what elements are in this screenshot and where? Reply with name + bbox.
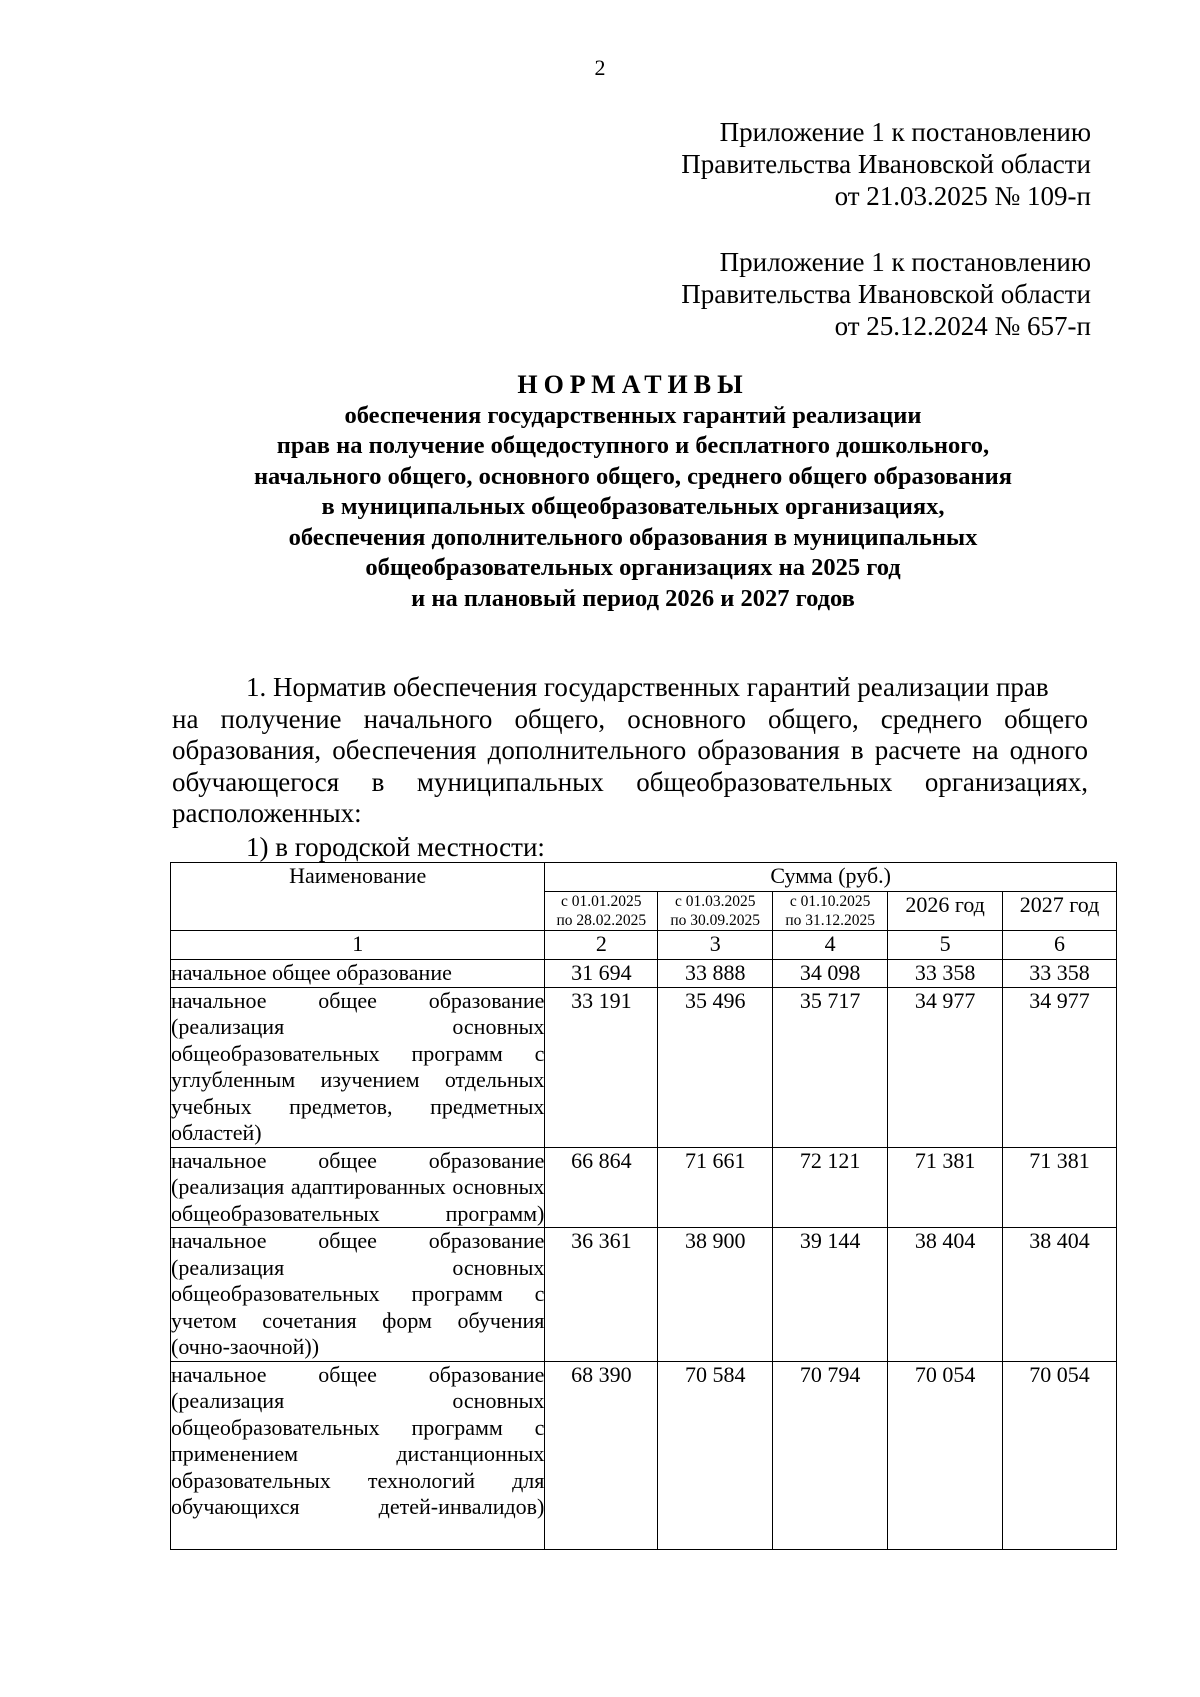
row-value: 71 381 [1003,1147,1117,1228]
row-value: 34 098 [773,960,888,988]
header-period: с 01.10.2025 по 31.12.2025 [773,892,888,931]
header-period: с 01.03.2025 по 30.09.2025 [658,892,773,931]
title-line: обеспечения государственных гарантий реализации [344,401,922,429]
title-line: прав на получение общедоступного и бесплатного дошкольного, [276,432,990,459]
title-line: и на плановый период 2026 и 2027 годов [411,584,855,612]
row-name: начальное общее образование (реализация основных общеобразовательных программ с учетом сочетания форм обучения (очно-заочной)) [171,1228,545,1359]
table-row [171,960,1117,988]
appendix-reference-previous [681,246,1091,342]
row-value: 38 404 [888,1228,1003,1362]
row-value: 70 054 [888,1361,1003,1549]
title-heading: НОРМАТИВЫ [517,370,749,399]
paragraph-body: на получение начального общего, основного общего, среднего общего образования, обеспечения дополнительного образования в расчете на одного обучающегося в муниципальных общеобразовательных организациях, расположенных: [172,703,1088,828]
appendix-line: Приложение 1 к постановлению [719,247,1091,277]
row-value: 34 977 [1003,987,1117,1147]
row-value: 70 584 [658,1361,773,1549]
page-number: 2 [594,55,606,80]
title-line: общеобразовательных организациях на 2025 год [365,554,901,581]
row-value: 70 054 [1003,1361,1117,1549]
column-number: 5 [888,931,1003,960]
header-year: 2027 год [1003,892,1117,931]
table-row [171,1147,1117,1228]
row-value: 70 794 [773,1361,888,1549]
appendix-line: Правительства Ивановской области [681,279,1091,309]
row-value: 38 900 [658,1228,773,1362]
row-name: начальное общее образование [171,960,545,988]
row-value: 38 404 [1003,1228,1117,1362]
row-value: 71 381 [888,1147,1003,1228]
appendix-line: Правительства Ивановской области [681,149,1091,179]
title-line: начального общего, основного общего, среднего общего образования [253,462,1013,490]
appendix-line: от 21.03.2025 № 109-п [834,181,1091,211]
column-number-row [171,931,1117,960]
row-value: 33 358 [888,960,1003,988]
column-number: 4 [773,931,888,960]
title-line: обеспечения дополнительного образования в муниципальных [288,523,978,551]
row-name: начальное общее образование (реализация основных общеобразовательных программ с применением дистанционных образовательных технологий для обучающихся детей-инвалидов) [171,1361,545,1549]
header-sum: Сумма (руб.) [545,863,1117,892]
row-name: начальное общее образование (реализация адаптированных основных общеобразовательных программ) [171,1147,545,1226]
paragraph-first-line: 1. Норматив обеспечения государственных гарантий реализации прав [246,672,1049,702]
column-number: 1 [171,931,545,960]
row-value: 66 864 [545,1147,658,1228]
column-number: 6 [1003,931,1117,960]
appendix-line: от 25.12.2024 № 657-п [834,311,1091,341]
column-number: 3 [658,931,773,960]
intro-paragraph [172,672,1088,830]
row-value: 33 358 [1003,960,1117,988]
header-year: 2026 год [888,892,1003,931]
row-name: начальное общее образование (реализация основных общеобразовательных программ с углубленным изучением отдельных учебных предметов, предметных областей) [171,987,545,1145]
row-value: 71 661 [658,1147,773,1228]
row-value: 34 977 [888,987,1003,1147]
table-row [171,1361,1117,1549]
appendix-line: Приложение 1 к постановлению [719,117,1091,147]
row-value: 35 717 [773,987,888,1147]
row-value: 39 144 [773,1228,888,1362]
appendix-reference-current [681,116,1091,212]
table-row [171,1228,1117,1362]
row-value: 33 888 [658,960,773,988]
subheading-urban: 1) в городской местности: [246,832,545,862]
document-title [150,370,1116,614]
table-row [171,987,1117,1147]
row-value: 72 121 [773,1147,888,1228]
title-line: в муниципальных общеобразовательных организациях, [321,493,945,520]
column-number: 2 [545,931,658,960]
row-value: 35 496 [658,987,773,1147]
norms-table [170,862,1117,1550]
row-value: 33 191 [545,987,658,1147]
row-value: 31 694 [545,960,658,988]
row-value: 36 361 [545,1228,658,1362]
header-period: с 01.01.2025 по 28.02.2025 [545,892,658,931]
row-value: 68 390 [545,1361,658,1549]
header-name: Наименование [171,863,545,931]
